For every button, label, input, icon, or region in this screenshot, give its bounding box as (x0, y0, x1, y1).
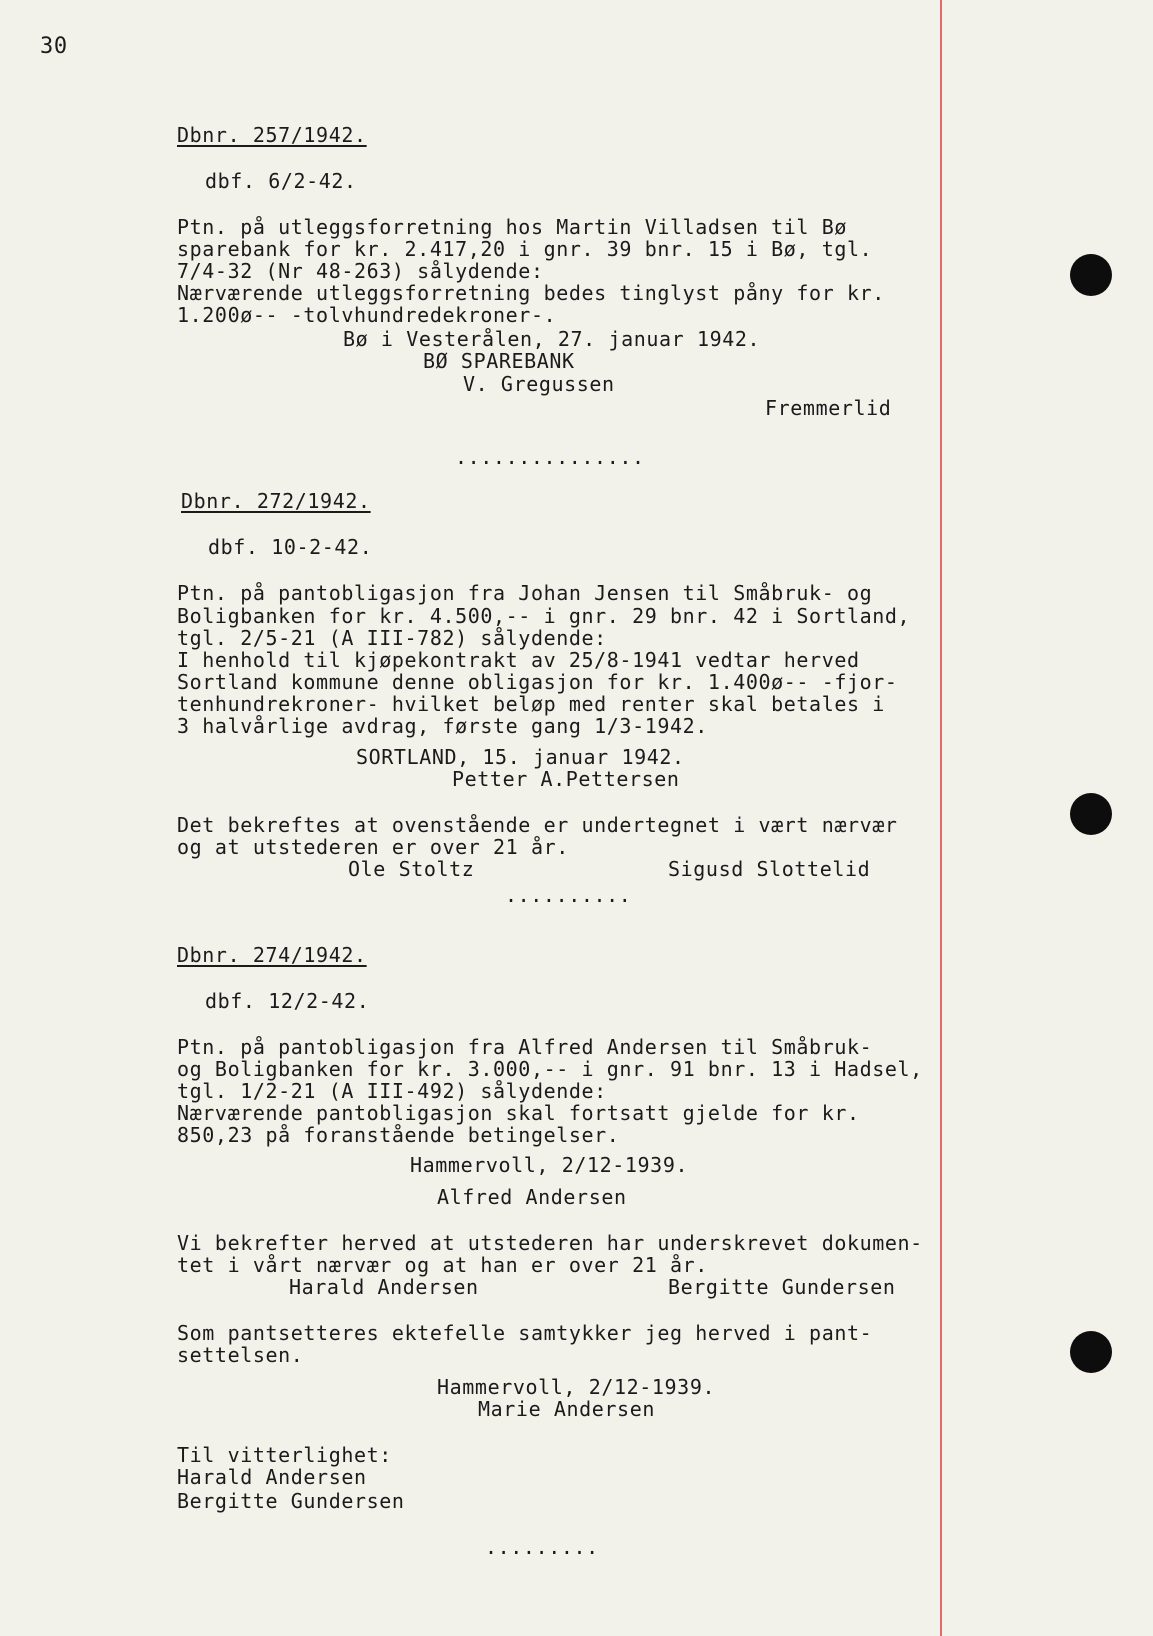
entry-date: dbf. 10-2-42. (208, 535, 373, 559)
signatory: Marie Andersen (478, 1397, 655, 1421)
entry-line: 1.200ø-- -tolvhundredekroner-. (177, 303, 557, 327)
signatory: BØ SPAREBANK (423, 349, 575, 373)
entry-line: 7/4-32 (Nr 48-263) sålydende: (177, 259, 544, 283)
attestation-line: Vi bekrefter herved at utstederen har underskrevet dokumen- (177, 1231, 923, 1255)
punch-hole (1070, 254, 1112, 296)
witness: Bergitte Gundersen (177, 1489, 405, 1513)
signatory: Fremmerlid (765, 396, 892, 420)
entry-line: og Boligbanken for kr. 3.000,-- i gnr. 91 bnr. 13 i Hadsel, (177, 1057, 923, 1081)
page-number: 30 (40, 34, 68, 59)
entry-line: tgl. 1/2-21 (A III-492) sålydende: (177, 1079, 607, 1103)
separator: .......... (505, 883, 632, 907)
place-date: Hammervoll, 2/12-1939. (437, 1375, 716, 1399)
place-date: SORTLAND, 15. januar 1942. (356, 745, 685, 769)
attestation-line: tet i vårt nærvær og at han er over 21 år. (177, 1253, 708, 1277)
entry-line: Boligbanken for kr. 4.500,-- i gnr. 29 bnr. 42 i Sortland, (177, 604, 911, 628)
entry-line: Ptn. på pantobligasjon fra Alfred Andersen til Småbruk- (177, 1035, 873, 1059)
margin-rule (940, 0, 942, 1636)
punch-hole (1070, 793, 1112, 835)
entry-line: tenhundrekroner- hvilket beløp med renter skal betales i (177, 692, 885, 716)
entry-line: I henhold til kjøpekontrakt av 25/8-1941 vedtar herved (177, 648, 860, 672)
attestation-line: og at utstederen er over 21 år. (177, 835, 569, 859)
entry-line: Nærværende pantobligasjon skal fortsatt gjelde for kr. (177, 1101, 860, 1125)
entry-line: 3 halvårlige avdrag, første gang 1/3-1942. (177, 714, 708, 738)
entry-line: Sortland kommune denne obligasjon for kr. 1.400ø-- -fjor- (177, 670, 898, 694)
witness: Sigusd Slottelid (668, 857, 871, 881)
entry-line: tgl. 2/5-21 (A III-782) sålydende: (177, 626, 607, 650)
place-date: Hammervoll, 2/12-1939. (410, 1153, 689, 1177)
separator: ......... (485, 1535, 599, 1559)
place-date: Bø i Vesterålen, 27. januar 1942. (343, 327, 761, 351)
witness: Bergitte Gundersen (668, 1275, 896, 1299)
entry-line: Nærværende utleggsforretning bedes tinglyst påny for kr. (177, 281, 885, 305)
signatory: V. Gregussen (463, 372, 615, 396)
entry-heading: Dbnr. 272/1942. (181, 489, 371, 513)
entry-date: dbf. 12/2-42. (205, 989, 370, 1013)
entry-line: sparebank for kr. 2.417,20 i gnr. 39 bnr. 15 i Bø, tgl. (177, 237, 873, 261)
entry-line: Ptn. på pantobligasjon fra Johan Jensen til Småbruk- og (177, 581, 873, 605)
punch-hole (1070, 1331, 1112, 1373)
entry-date: dbf. 6/2-42. (205, 169, 357, 193)
witness: Harald Andersen (177, 1465, 367, 1489)
separator: ............... (455, 445, 645, 469)
entry-line: Ptn. på utleggsforretning hos Martin Villadsen til Bø (177, 215, 847, 239)
signatory: Alfred Andersen (437, 1185, 627, 1209)
attestation-line: Det bekreftes at ovenstående er undertegnet i vært nærvær (177, 813, 898, 837)
consent-line: settelsen. (177, 1343, 304, 1367)
consent-line: Som pantsetteres ektefelle samtykker jeg herved i pant- (177, 1321, 873, 1345)
witness: Ole Stoltz (348, 857, 475, 881)
entry-heading: Dbnr. 257/1942. (177, 123, 367, 147)
vitterlighet-label: Til vitterlighet: (177, 1443, 392, 1467)
entry-heading: Dbnr. 274/1942. (177, 943, 367, 967)
witness: Harald Andersen (289, 1275, 479, 1299)
entry-line: 850,23 på foranstående betingelser. (177, 1123, 620, 1147)
signatory: Petter A.Pettersen (452, 767, 680, 791)
